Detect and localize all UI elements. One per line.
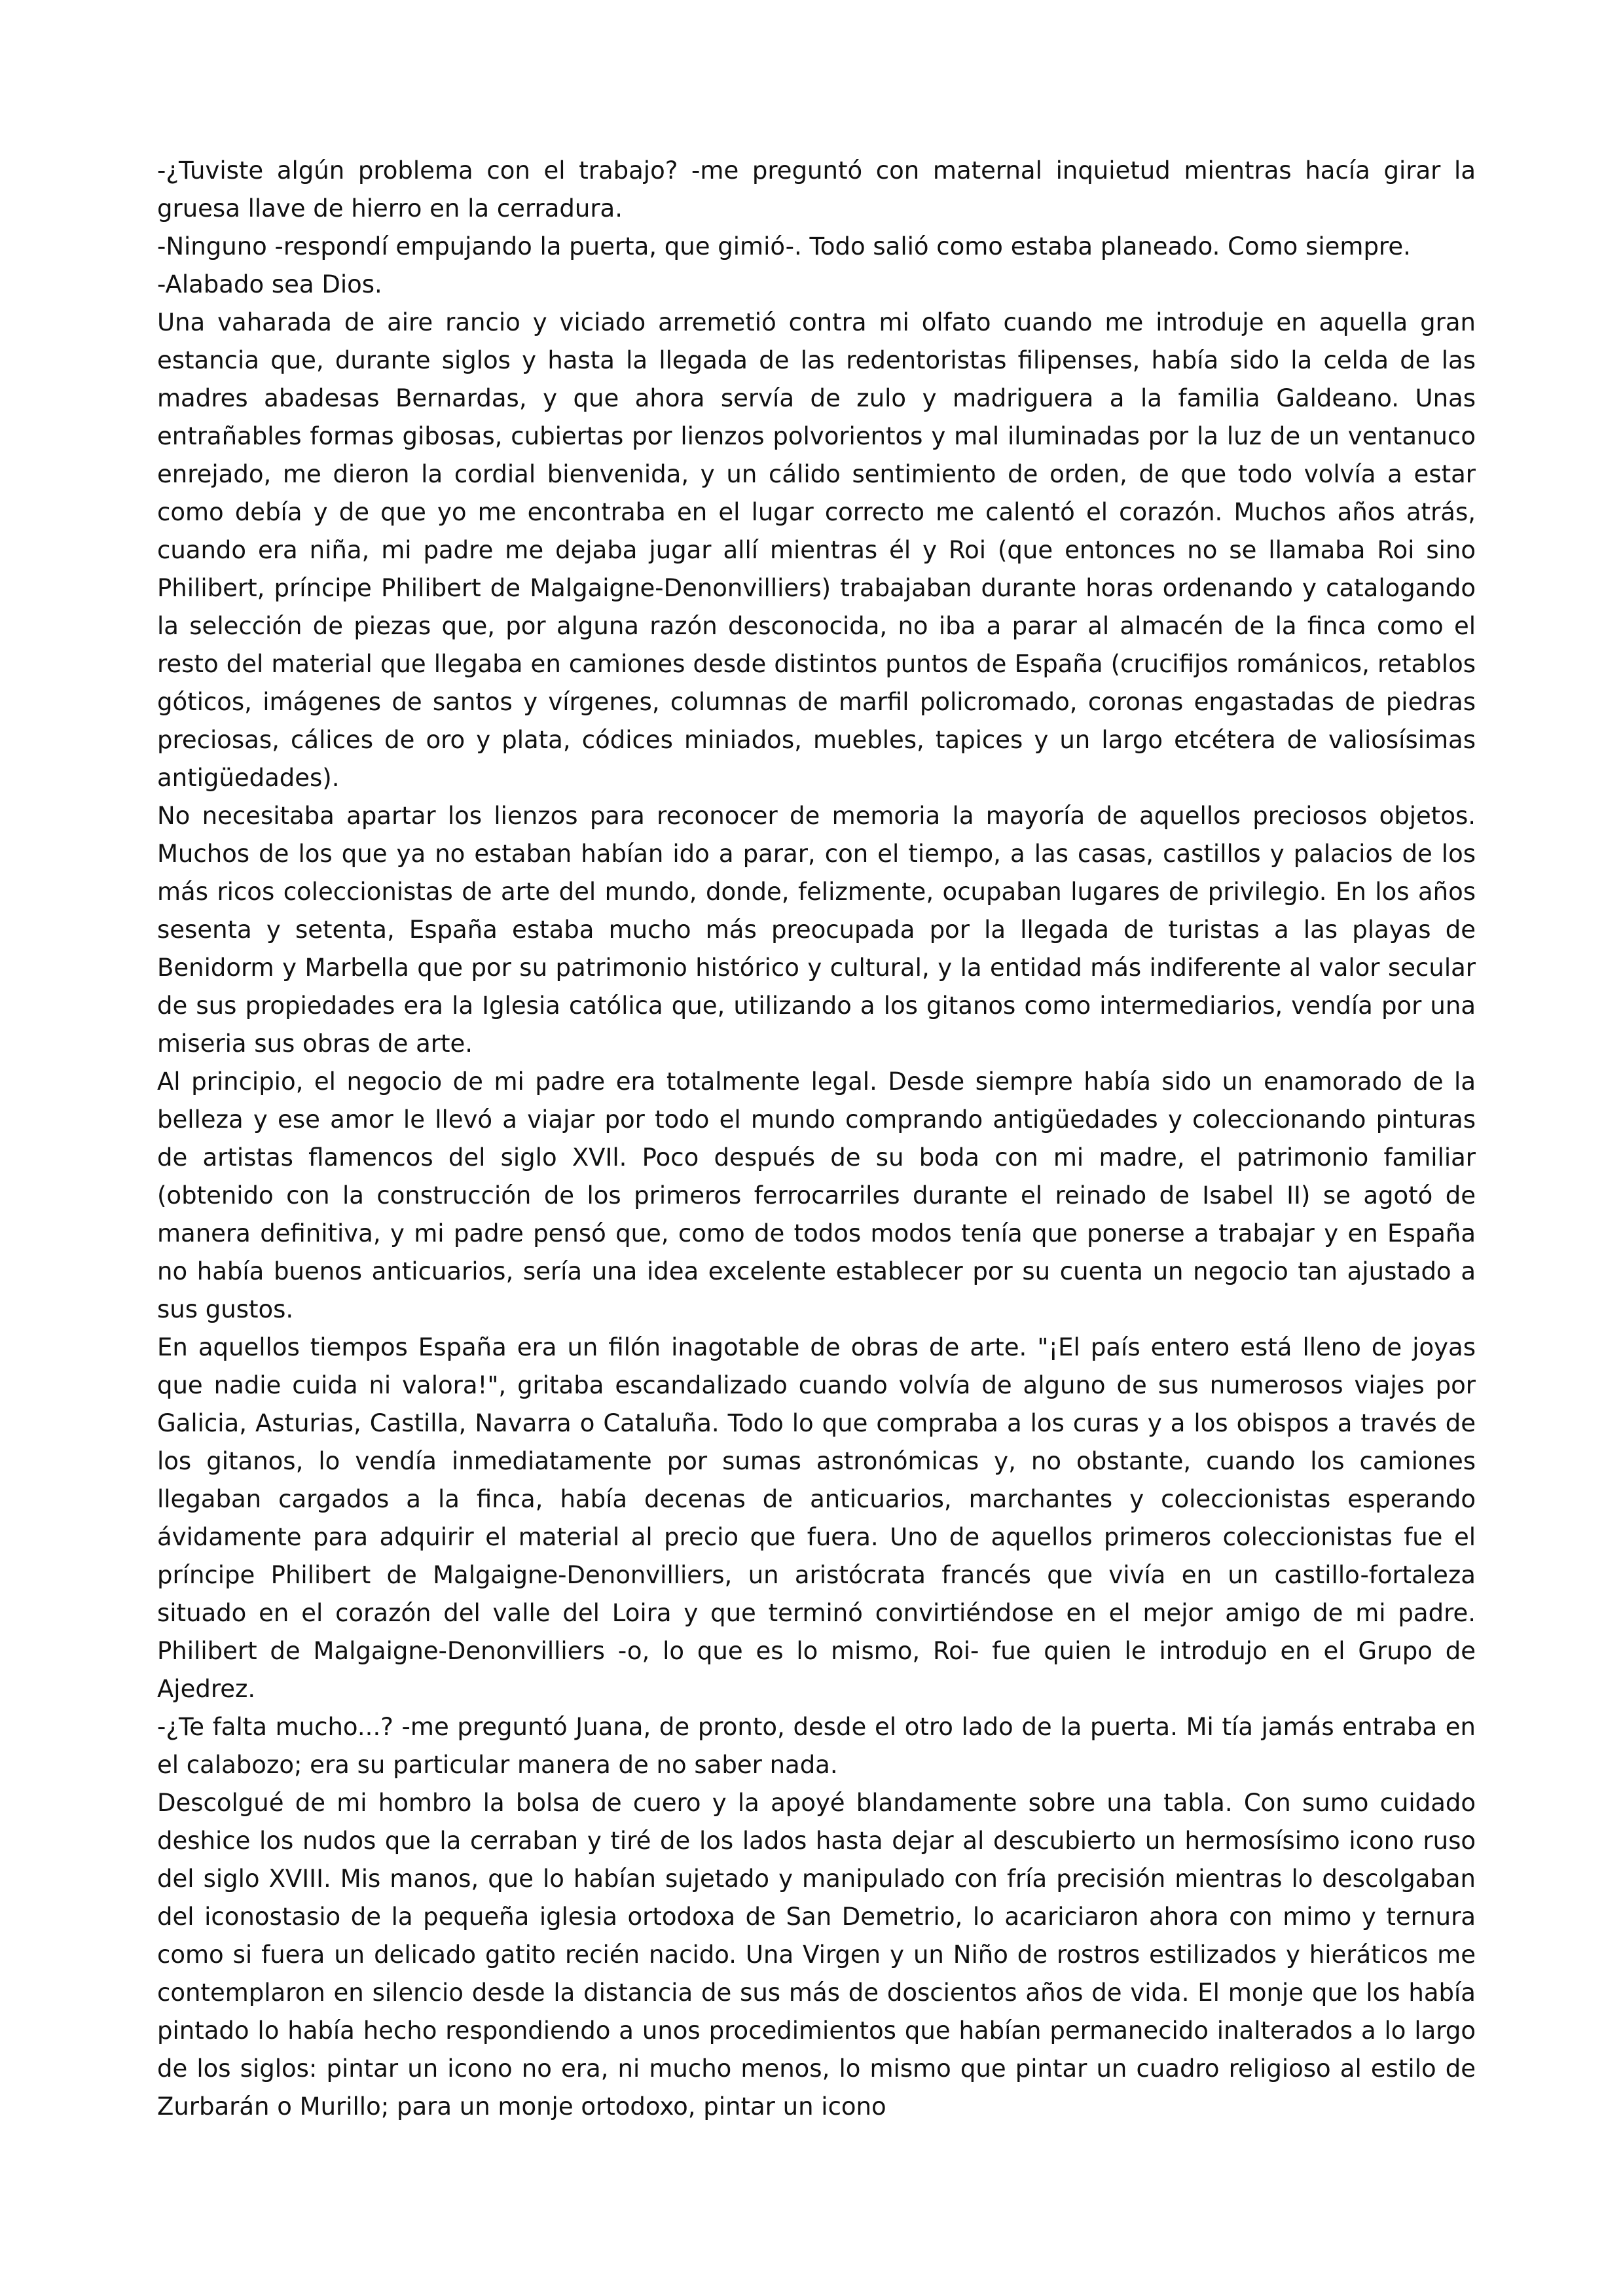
paragraph-4: Una vaharada de aire rancio y viciado arremetió contra mi olfato cuando me introduje en aquella gran estancia que, durante siglos y hasta la llegada de las redentoristas filipenses, había sido la celda de las madres abadesas Bernardas, y que ahora servía de zulo y madriguera a la familia Galdeano. Unas entrañables formas gibosas, cubiertas por lienzos polvorientos y mal iluminadas por la luz de un ventanuco enrejado, me dieron la cordial bienvenida, y un cálido sentimiento de orden, de que todo volvía a estar como debía y de que yo me encontraba en el lugar correcto me calentó el corazón. Muchos años atrás, cuando era niña, mi padre me dejaba jugar allí mientras él y Roi (que entonces no se llamaba Roi sino Philibert, príncipe Philibert de Malgaigne-Denonvilliers) trabajaban durante horas ordenando y catalogando la selección de piezas que, por alguna razón desconocida, no iba a parar al almacén de la finca como el resto del material que llegaba en camiones desde distintos puntos de España (crucifijos románicos, retablos góticos, imágenes de santos y vírgenes, columnas de marfil policromado, coronas engastadas de piedras preciosas, cálices de oro y plata, códices miniados, muebles, tapices y un largo etcétera de valiosísimas antigüedades).: [157, 308, 1476, 792]
paragraph-3: -Alabado sea Dios.: [157, 270, 382, 298]
paragraph-9: Descolgué de mi hombro la bolsa de cuero y la apoyé blandamente sobre una tabla. Con sumo cuidado deshice los nudos que la cerraban y tiré de los lados hasta dejar al descubierto un hermosísimo icono ruso del siglo XVIII. Mis manos, que lo habían sujetado y manipulado con fría precisión mientras lo descolgaban del iconostasio de la pequeña iglesia ortodoxa de San Demetrio, lo acariciaron ahora con mimo y ternura como si fuera un delicado gatito recién nacido. Una Virgen y un Niño de rostros estilizados y hieráticos me contemplaron en silencio desde la distancia de sus más de doscientos años de vida. El monje que los había pintado lo había hecho respondiendo a unos procedimientos que habían permanecido inalterados a lo largo de los siglos: pintar un icono no era, ni mucho menos, lo mismo que pintar un cuadro religioso al estilo de Zurbarán o Murillo; para un monje ortodoxo, pintar un icono: [157, 1789, 1476, 2121]
paragraph-5: No necesitaba apartar los lienzos para reconocer de memoria la mayoría de aquellos preciosos objetos. Muchos de los que ya no estaban habían ido a parar, con el tiempo, a las casas, castillos y palacios de los más ricos coleccionistas de arte del mundo, donde, felizmente, ocupaban lugares de privilegio. En los años sesenta y setenta, España estaba mucho más preocupada por la llegada de turistas a las playas de Benidorm y Marbella que por su patrimonio histórico y cultural, y la entidad más indiferente al valor secular de sus propiedades era la Iglesia católica que, utilizando a los gitanos como intermediarios, vendía por una miseria sus obras de arte.: [157, 802, 1476, 1058]
document-page: [157, 152, 1476, 2126]
paragraph-1: -¿Tuviste algún problema con el trabajo? -me preguntó con maternal inquietud mientras hacía girar la gruesa llave de hierro en la cerradura.: [157, 156, 1476, 223]
paragraph-8: -¿Te falta mucho...? -me preguntó Juana, de pronto, desde el otro lado de la puerta. Mi tía jamás entraba en el calabozo; era su particular manera de no saber nada.: [157, 1713, 1476, 1779]
paragraph-7: En aquellos tiempos España era un filón inagotable de obras de arte. "¡El país entero está lleno de joyas que nadie cuida ni valora!", gritaba escandalizado cuando volvía de alguno de sus numerosos viajes por Galicia, Asturias, Castilla, Navarra o Cataluña. Todo lo que compraba a los curas y a los obispos a través de los gitanos, lo vendía inmediatamente por sumas astronómicas y, no obstante, cuando los camiones llegaban cargados a la finca, había decenas de anticuarios, marchantes y coleccionistas esperando ávidamente para adquirir el material al precio que fuera. Uno de aquellos primeros coleccionistas fue el príncipe Philibert de Malgaigne-Denonvilliers, un aristócrata francés que vivía en un castillo-fortaleza situado en el corazón del valle del Loira y que terminó convirtiéndose en el mejor amigo de mi padre. Philibert de Malgaigne-Denonvilliers -o, lo que es lo mismo, Roi- fue quien le introdujo en el Grupo de Ajedrez.: [157, 1333, 1476, 1703]
paragraph-6: Al principio, el negocio de mi padre era totalmente legal. Desde siempre había sido un enamorado de la belleza y ese amor le llevó a viajar por todo el mundo comprando antigüedades y coleccionando pinturas de artistas flamencos del siglo XVIl. Poco después de su boda con mi madre, el patrimonio familiar (obtenido con la construcción de los primeros ferrocarriles durante el reinado de Isabel II) se agotó de manera definitiva, y mi padre pensó que, como de todos modos tenía que ponerse a trabajar y en España no había buenos anticuarios, sería una idea excelente establecer por su cuenta un negocio tan ajustado a sus gustos.: [157, 1067, 1476, 1323]
paragraph-2: -Ninguno -respondí empujando la puerta, que gimió-. Todo salió como estaba planeado. Como siempre.: [157, 232, 1411, 260]
